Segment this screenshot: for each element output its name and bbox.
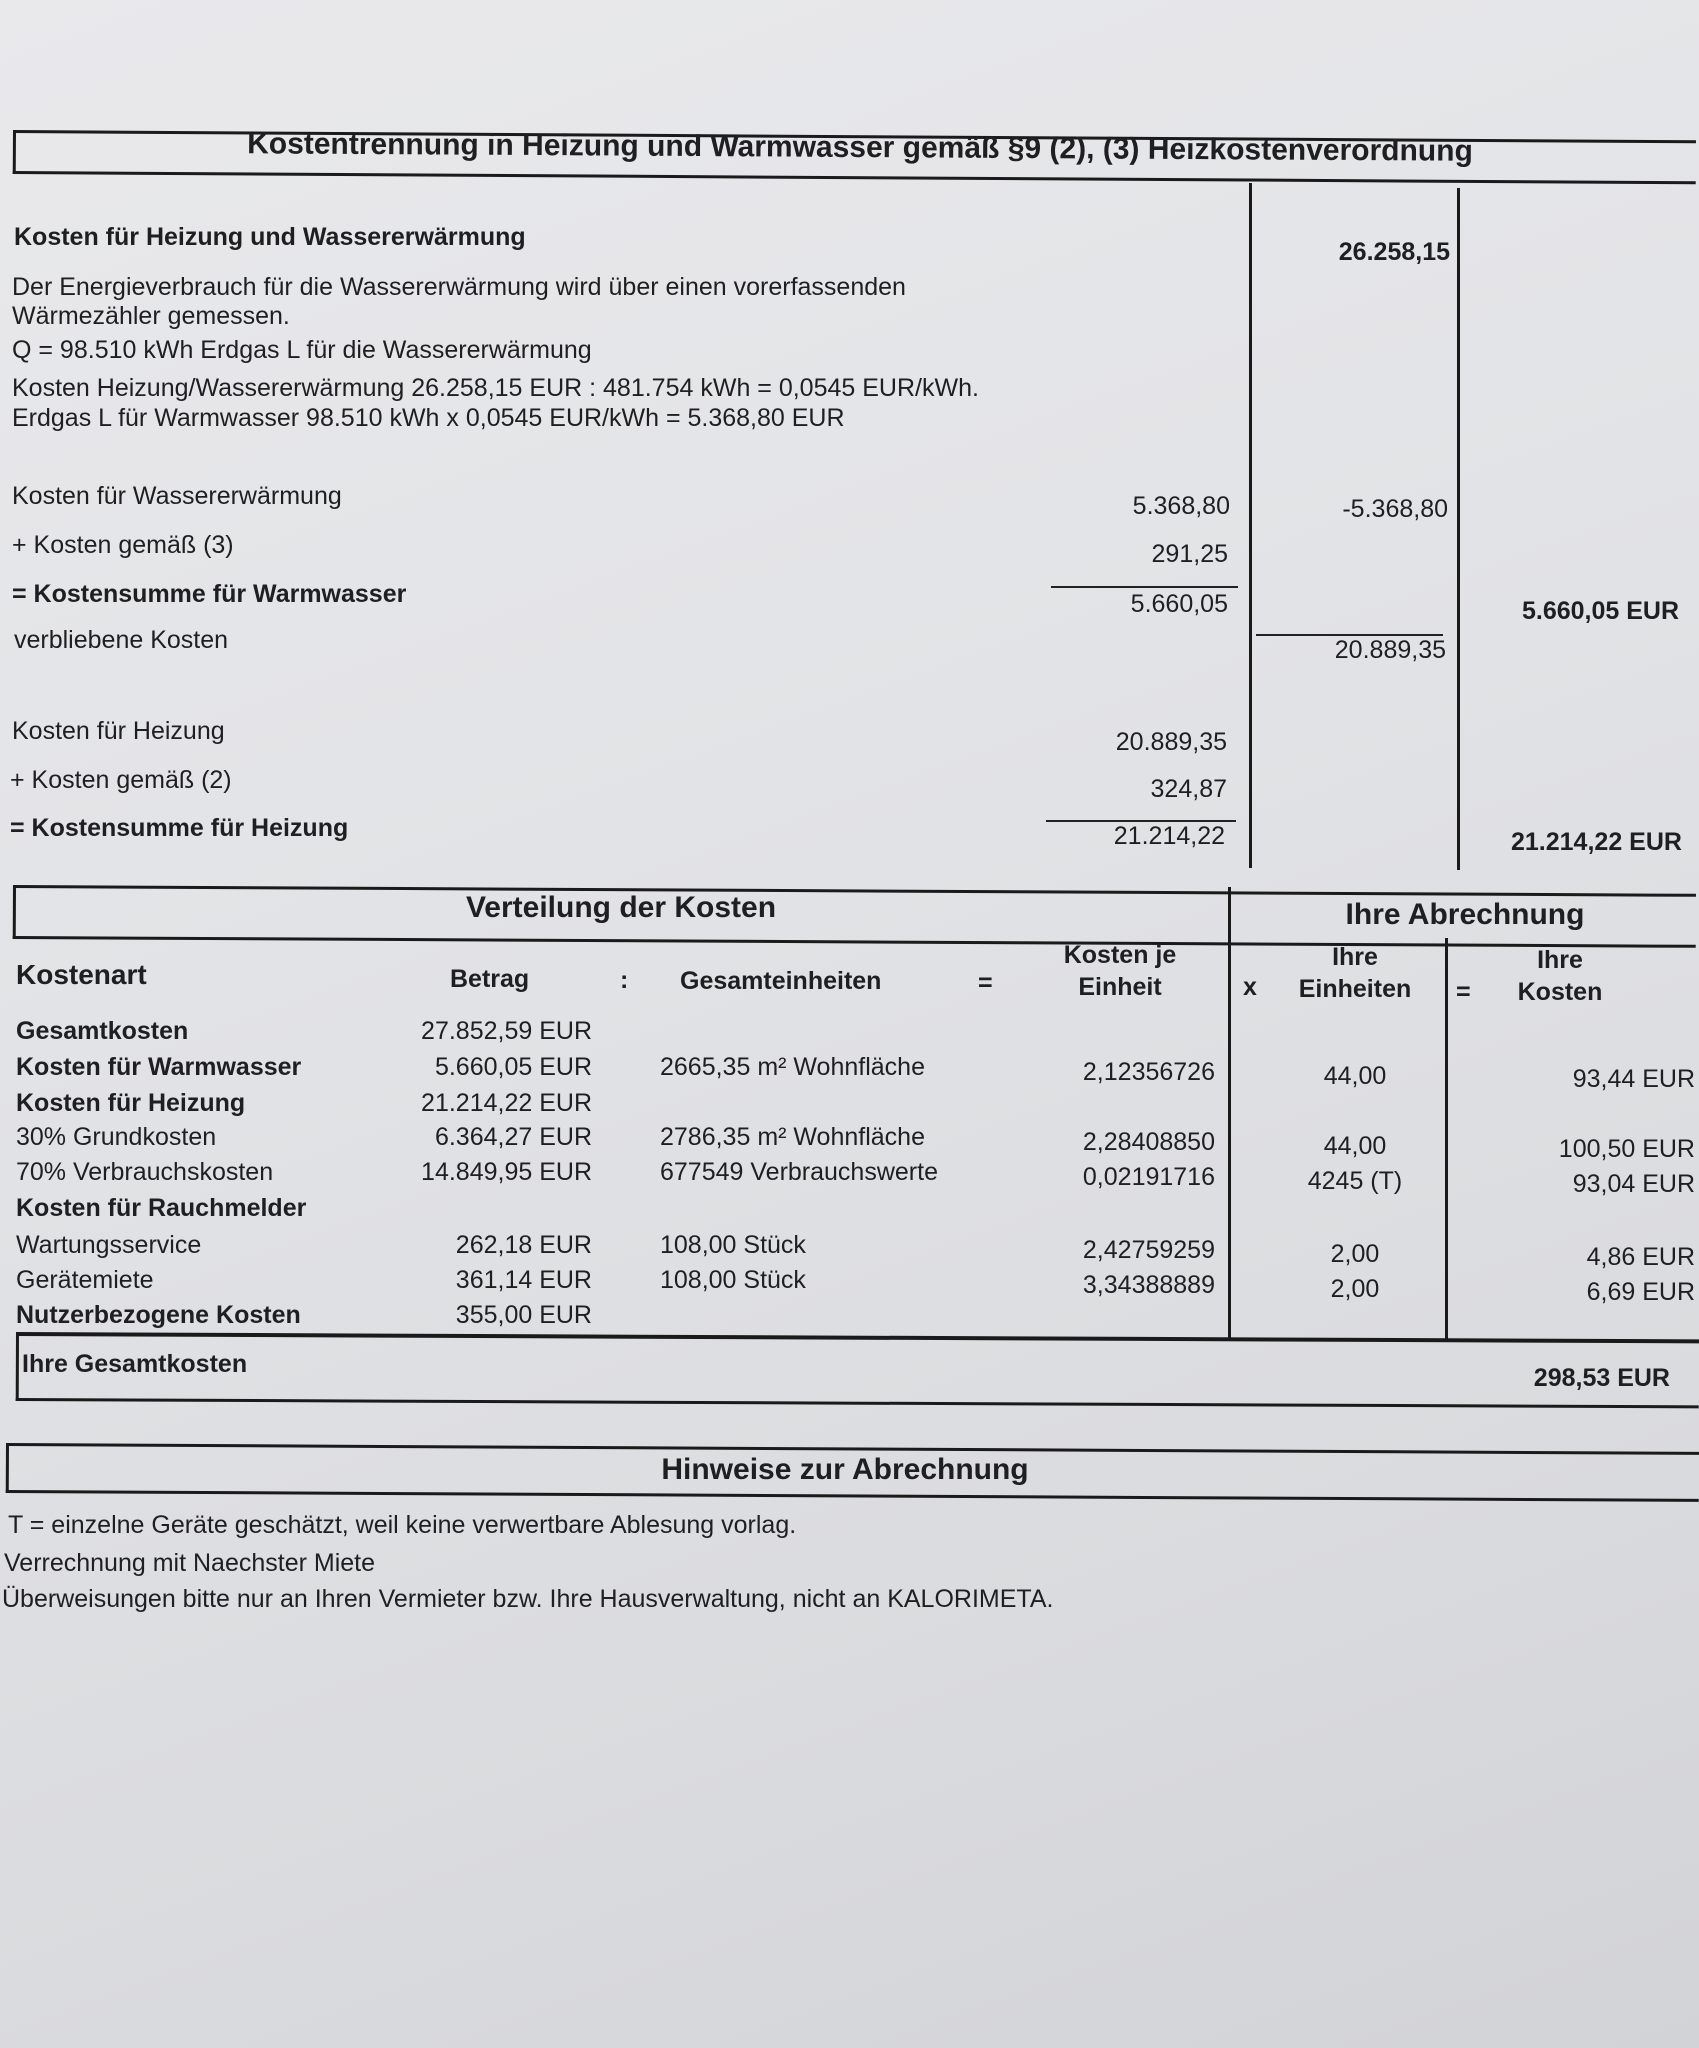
row-ihre-einheiten: 4245 (T) [1307,1167,1403,1195]
row-label: 30% Grundkosten [16,1123,217,1151]
row-ihre-kosten: 100,50 EUR [1558,1135,1695,1163]
plus2-label: + Kosten gemäß (2) [10,766,232,794]
row-einheiten: 677549 Verbrauchswerte [660,1158,938,1186]
header-eq: = [1456,978,1471,1006]
header-einheit: Einheit [1078,973,1162,1001]
remaining-value: 20.889,35 [1334,636,1446,664]
section1-title: Kostentrennung in Heizung und Warmwasser gemäß §9 (2), (3) Heizkostenverordnung [247,127,1473,168]
sum-line [1051,586,1238,588]
header-colon: : [620,966,629,994]
row-label: Kosten für Heizung [16,1089,246,1117]
row-betrag: 21.214,22 EUR [421,1089,592,1117]
plus2-value: 324,87 [1150,775,1227,803]
paragraph-line: Q = 98.510 kWh Erdgas L für die Wassererwärmung [12,336,592,364]
row-betrag: 355,00 EUR [455,1301,592,1329]
water-cost-label: Kosten für Wassererwärmung [12,482,342,510]
section1-heading: Kosten für Heizung und Wassererwärmung [14,223,526,251]
heat-sum: 21.214,22 [1113,822,1225,850]
row-betrag: 262,18 EUR [455,1231,592,1259]
header-kostenart: Kostenart [16,959,147,990]
row-kosten-je-einheit: 2,42759259 [1082,1236,1215,1264]
note-line: Verrechnung mit Naechster Miete [4,1549,376,1577]
header-kosten: Kosten [1517,978,1603,1006]
total-heating-water: 26.258,15 [1338,238,1450,266]
paragraph-line: Kosten Heizung/Wassererwärmung 26.258,15 EUR : 481.754 kWh = 0,0545 EUR/kWh. [12,374,979,402]
row-einheiten: 108,00 Stück [660,1231,806,1259]
water-cost: 5.368,80 [1132,492,1230,520]
row-einheiten: 2665,35 m² Wohnfläche [660,1053,925,1081]
notes-title: Hinweise zur Abrechnung [661,1453,1029,1486]
row-ihre-einheiten: 2,00 [1330,1240,1380,1268]
row-label: Gesamtkosten [16,1017,189,1045]
header-gesamteinheiten: Gesamteinheiten [680,967,882,995]
row-einheiten: 108,00 Stück [660,1266,806,1294]
water-sum-eur: 5.660,05 EUR [1522,597,1680,625]
row-betrag: 6.364,27 EUR [434,1123,592,1151]
heat-sum-eur: 21.214,22 EUR [1511,828,1682,856]
paragraph-line: Der Energieverbrauch für die Wassererwärmung wird über einen vorerfassenden [12,273,906,301]
heat-cost: 20.889,35 [1115,728,1227,756]
row-kosten-je-einheit: 3,34388889 [1082,1271,1215,1299]
header-kosten-je: Kosten je [1063,941,1177,969]
row-ihre-kosten: 6,69 EUR [1586,1278,1695,1306]
note-line: T = einzelne Geräte geschätzt, weil keine verwertbare Ablesung vorlag. [8,1511,797,1539]
plus3-value: 291,25 [1151,540,1228,568]
note-line: Überweisungen bitte nur an Ihren Vermieter bzw. Ihre Hausverwaltung, nicht an KALORIMETA. [2,1585,1054,1613]
column-divider [1445,938,1448,1342]
column-divider [1228,887,1231,1339]
header-x: x [1243,973,1257,1001]
water-cost-deduct: -5.368,80 [1342,495,1448,523]
column-divider [1249,183,1252,868]
water-sum: 5.660,05 [1130,590,1228,618]
row-betrag: 14.849,95 EUR [421,1158,592,1186]
row-ihre-einheiten: 44,00 [1323,1132,1387,1160]
water-sum-label: = Kostensumme für Warmwasser [12,580,407,608]
row-ihre-einheiten: 44,00 [1323,1062,1387,1090]
column-divider [1457,188,1460,870]
row-label: Kosten für Rauchmelder [16,1194,307,1222]
row-einheiten: 2786,35 m² Wohnfläche [660,1123,925,1151]
table-title-left: Verteilung der Kosten [465,891,777,924]
row-ihre-kosten: 4,86 EUR [1586,1243,1695,1271]
paragraph-line: Wärmezähler gemessen. [12,302,290,330]
row-label: Wartungsservice [16,1231,202,1259]
row-betrag: 5.660,05 EUR [434,1053,592,1081]
header-einheiten: Einheiten [1298,975,1412,1003]
paragraph-line: Erdgas L für Warmwasser 98.510 kWh x 0,0545 EUR/kWh = 5.368,80 EUR [12,404,845,432]
header-betrag: Betrag [450,965,530,993]
row-ihre-einheiten: 2,00 [1330,1275,1380,1303]
row-betrag: 27.852,59 EUR [421,1017,592,1045]
row-label: Nutzerbezogene Kosten [16,1301,301,1329]
row-ihre-kosten: 93,44 EUR [1572,1065,1695,1093]
heat-sum-label: = Kostensumme für Heizung [10,814,349,842]
total-label: Ihre Gesamtkosten [22,1350,248,1378]
plus3-label: + Kosten gemäß (3) [12,531,234,559]
row-label: Kosten für Warmwasser [16,1053,302,1081]
remaining-label: verbliebene Kosten [14,626,229,654]
header-ihre: Ihre [1537,946,1583,974]
row-kosten-je-einheit: 2,28408850 [1082,1128,1215,1156]
row-betrag: 361,14 EUR [455,1266,592,1294]
heat-cost-label: Kosten für Heizung [12,717,225,745]
row-ihre-kosten: 93,04 EUR [1572,1170,1695,1198]
header-ihre: Ihre [1332,943,1378,971]
row-kosten-je-einheit: 2,12356726 [1082,1058,1215,1086]
header-eq: = [978,969,993,997]
table-title-right: Ihre Abrechnung [1345,898,1585,931]
row-label: 70% Verbrauchskosten [16,1158,274,1186]
total-value: 298,53 EUR [1533,1364,1670,1392]
total-box [16,1332,1699,1408]
row-label: Gerätemiete [16,1266,154,1294]
row-kosten-je-einheit: 0,02191716 [1082,1163,1215,1191]
